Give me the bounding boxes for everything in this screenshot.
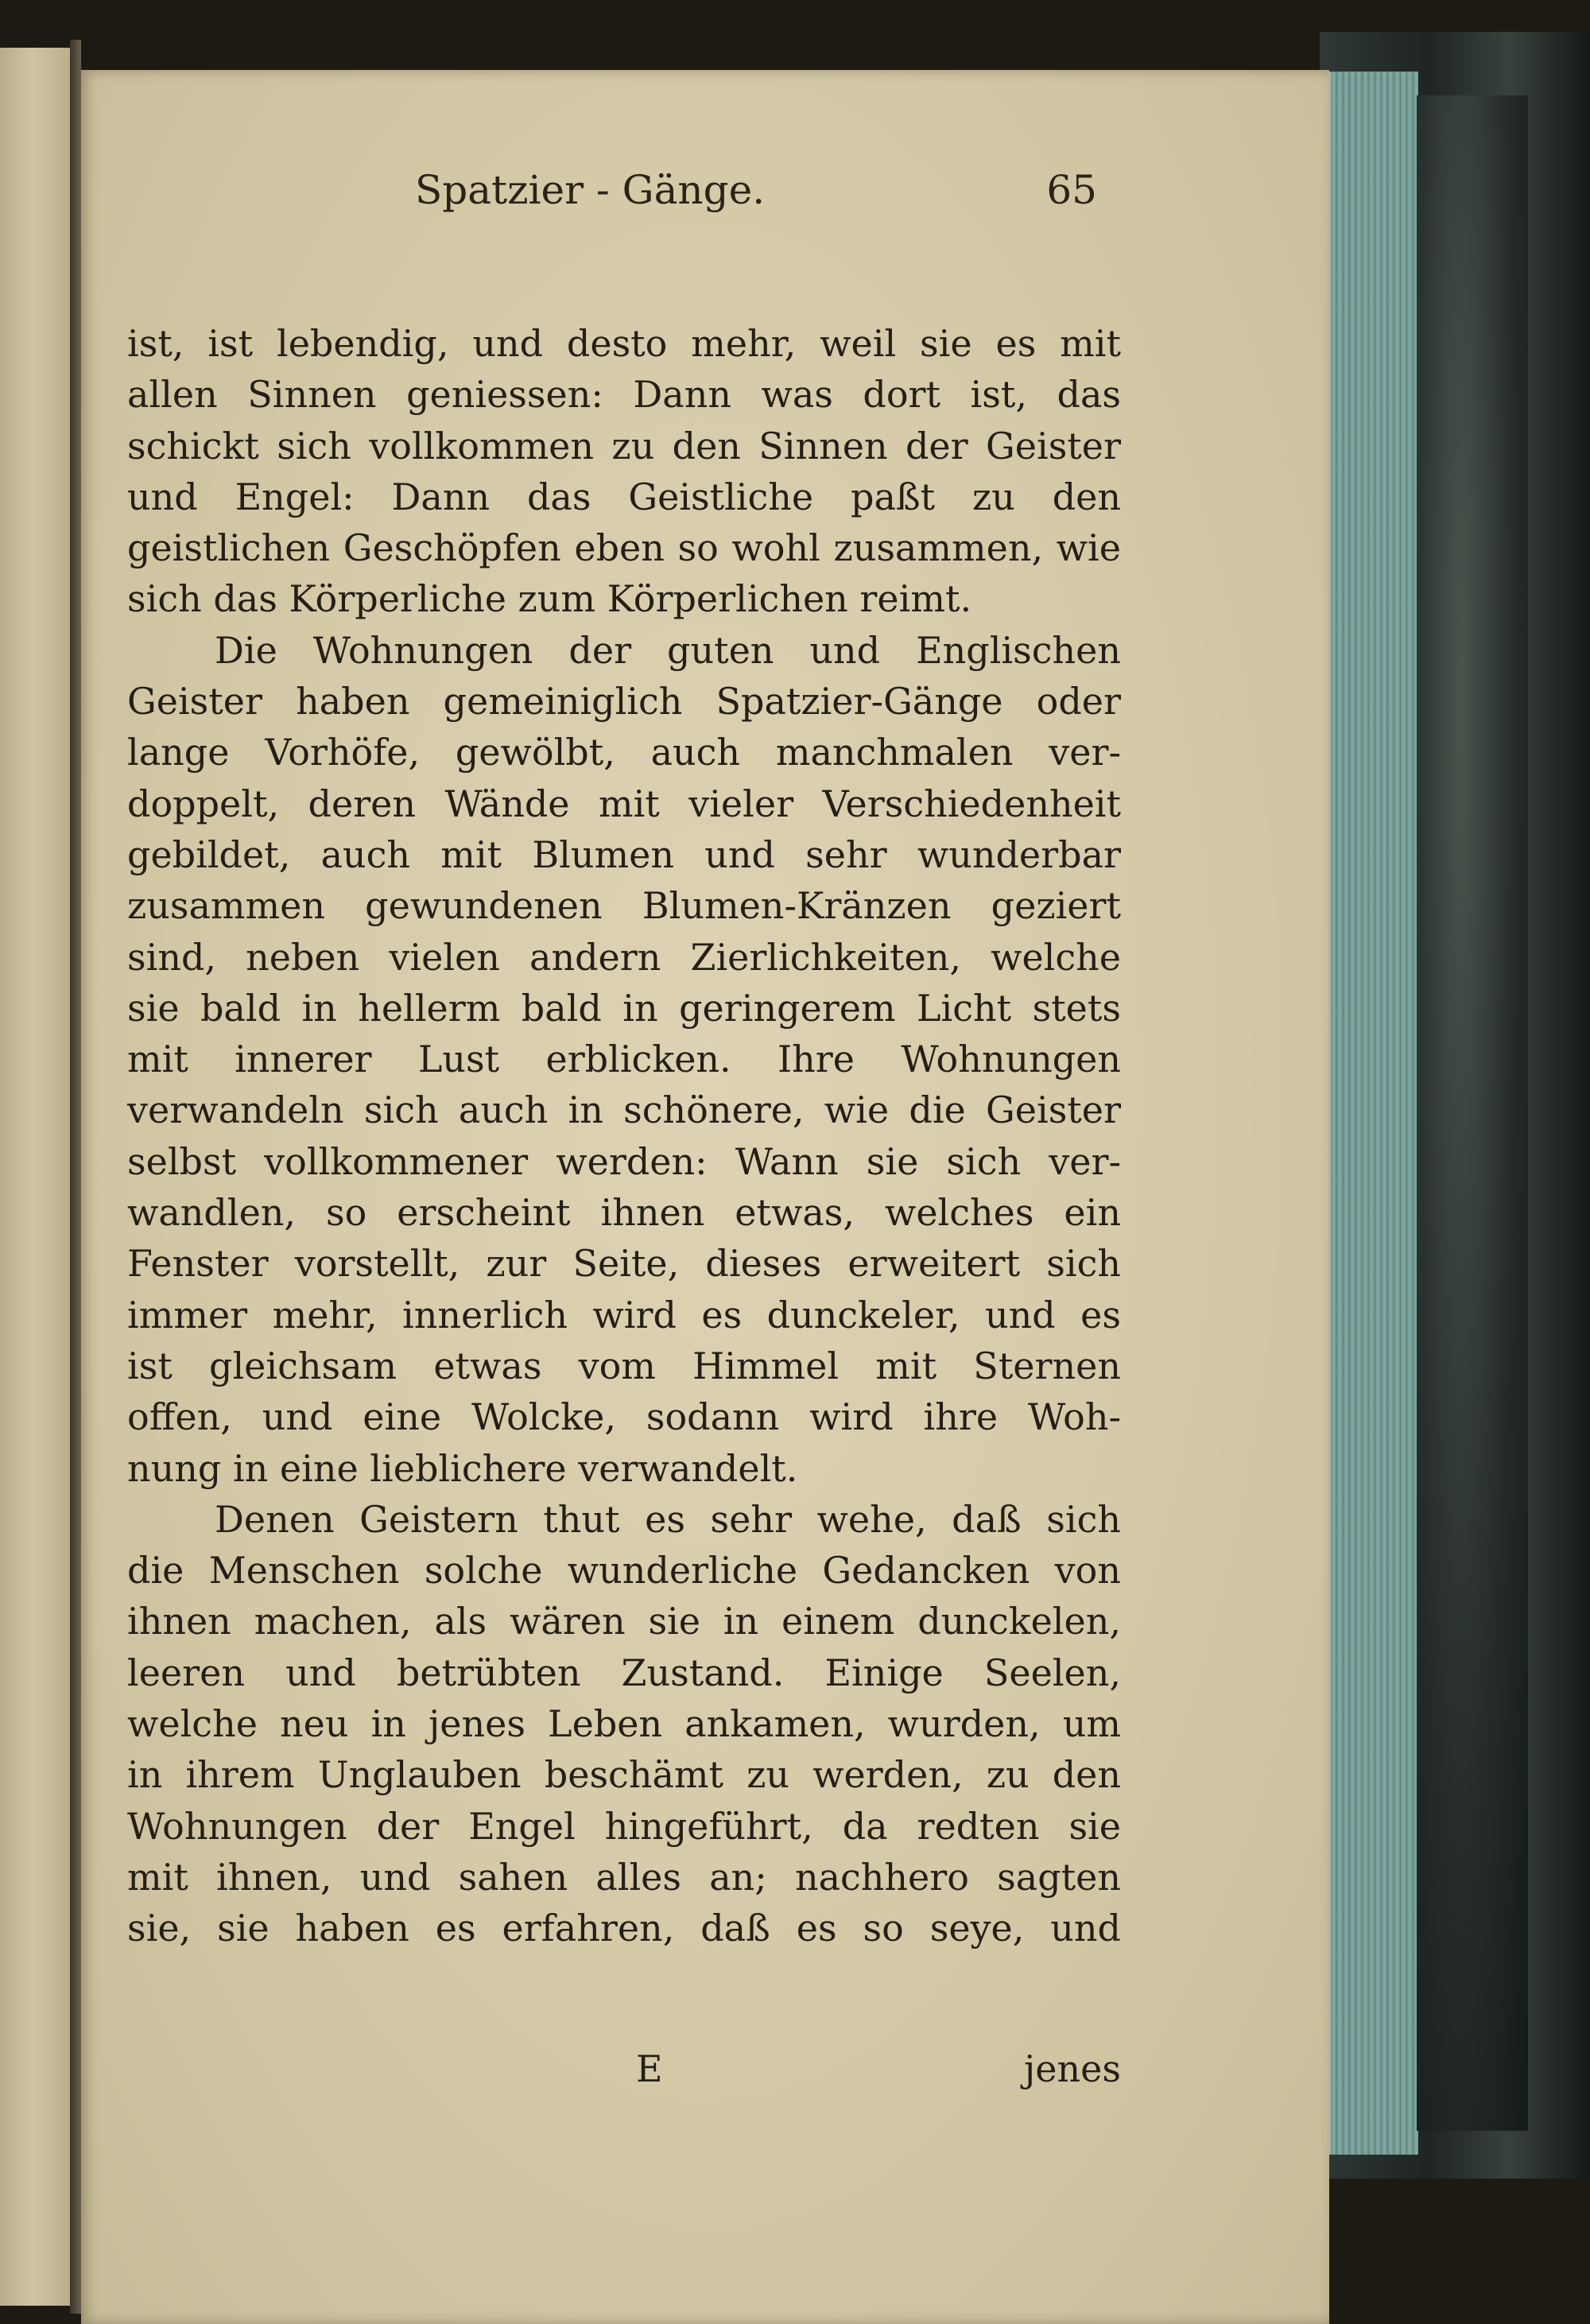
page-footer [127, 2047, 1121, 2103]
text-line: Geister haben gemeiniglich Spatzier-Gänge oder [127, 680, 1121, 724]
body-text [127, 318, 1121, 1954]
cover-board [1417, 95, 1528, 2131]
book-gutter [70, 40, 81, 2314]
text-line: schickt sich vollkommen zu den Sinnen der Geister [127, 424, 1121, 468]
text-line: mit ihnen, und sahen alles an; nachhero sagten [127, 1855, 1121, 1899]
text-line: mit innerer Lust erblicken. Ihre Wohnungen [127, 1038, 1121, 1081]
text-line: gebildet, auch mit Blumen und sehr wunderbar [127, 832, 1121, 876]
text-line: ihnen machen, als wären sie in einem dunckelen, [127, 1600, 1121, 1643]
text-line: lange Vorhöfe, gewölbt, auch manchmalen ver- [127, 731, 1121, 774]
text-line: sie, sie haben es erfahren, daß es so seye, und [127, 1907, 1121, 1950]
text-line: offen, und eine Wolcke, sodann wird ihre Woh- [127, 1395, 1121, 1439]
text-line: sie bald in hellerm bald in geringerem Licht stets [127, 986, 1121, 1030]
text-line: allen Sinnen geniessen: Dann was dort ist, das [127, 373, 1121, 417]
text-line: Fenster vorstellt, zur Seite, dieses erweitert sich [127, 1242, 1121, 1286]
text-line: und Engel: Dann das Geistliche paßt zu den [127, 475, 1121, 518]
text-line: Wohnungen der Engel hingeführt, da redten sie [127, 1804, 1121, 1848]
text-line: immer mehr, innerlich wird es dunckeler, und es [127, 1293, 1121, 1337]
text-line: nung in eine lieblichere verwandelt. [127, 1446, 798, 1490]
running-head [350, 167, 1097, 231]
catchword: jenes [1024, 2047, 1121, 2090]
text-line: doppelt, deren Wände mit vieler Verschiedenheit [127, 782, 1121, 825]
text-line: Die Wohnungen der guten und Englischen [215, 628, 1121, 672]
text-line: die Menschen solche wunderliche Gedancken von [127, 1549, 1121, 1593]
text-line: Denen Geistern thut es sehr wehe, daß sich [215, 1497, 1121, 1541]
text-line: sich das Körperliche zum Körperlichen reimt. [127, 577, 972, 621]
text-line: in ihrem Unglauben beschämt zu werden, zu den [127, 1753, 1121, 1797]
running-title: Spatzier - Gänge. [415, 167, 766, 213]
text-line: selbst vollkommener werden: Wann sie sich ver- [127, 1139, 1121, 1183]
previous-page-edge [0, 48, 73, 2306]
text-line: leeren und betrübten Zustand. Einige Seelen, [127, 1651, 1121, 1694]
text-line: verwandeln sich auch in schönere, wie die Geister [127, 1088, 1121, 1132]
signature-mark: E [636, 2047, 663, 2090]
text-line: welche neu in jenes Leben ankamen, wurden, um [127, 1702, 1121, 1746]
text-line: zusammen gewundenen Blumen-Kränzen geziert [127, 884, 1121, 928]
text-line: ist gleichsam etwas vom Himmel mit Sternen [127, 1344, 1121, 1387]
text-line: geistlichen Geschöpfen eben so wohl zusammen, wie [127, 526, 1121, 570]
text-line: ist, ist lebendig, und desto mehr, weil sie es mit [127, 322, 1121, 365]
text-line: sind, neben vielen andern Zierlichkeiten, welche [127, 935, 1121, 979]
page-number: 65 [1046, 167, 1097, 213]
text-line: wandlen, so erscheint ihnen etwas, welches ein [127, 1191, 1121, 1235]
page-edges [1329, 72, 1418, 2155]
